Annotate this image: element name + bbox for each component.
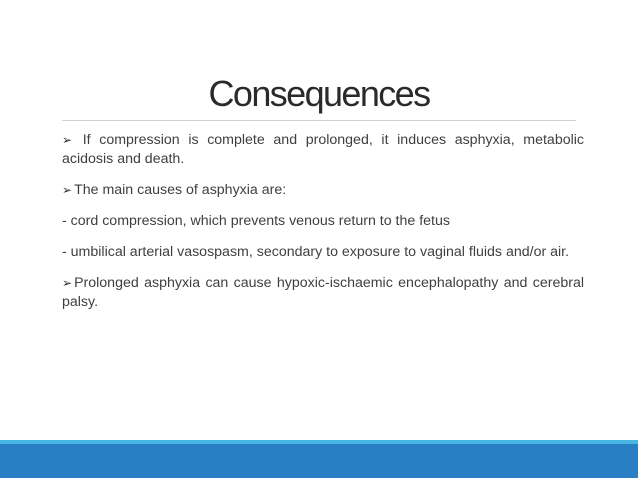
footer-band xyxy=(0,444,638,478)
paragraph-vasospasm xyxy=(62,243,584,262)
paragraph-text: - cord compression, which prevents venous return to the fetus xyxy=(62,213,450,229)
paragraph-text: - umbilical arterial vasospasm, secondary to exposure to vaginal fluids and/or air. xyxy=(62,244,570,260)
slide-title: Consequences xyxy=(208,73,430,114)
slide-body xyxy=(62,131,584,324)
paragraph-cord-compression xyxy=(62,212,584,231)
paragraph-text: The main causes of asphyxia are: xyxy=(74,182,287,198)
title-divider xyxy=(62,120,576,121)
arrow-bullet-icon: ➢ xyxy=(62,133,73,147)
arrow-bullet-icon: ➢ xyxy=(62,183,73,197)
paragraph-compression xyxy=(62,131,584,169)
paragraph-text: Prolonged asphyxia can cause hypoxic-ischaemic encephalopathy and cerebral palsy. xyxy=(62,275,584,310)
paragraph-main-causes xyxy=(62,181,584,200)
paragraph-text: If compression is complete and prolonged, it induces asphyxia, metabolic acidosis and death. xyxy=(62,132,584,167)
arrow-bullet-icon: ➢ xyxy=(62,276,73,290)
paragraph-prolonged-asphyxia xyxy=(62,274,584,312)
